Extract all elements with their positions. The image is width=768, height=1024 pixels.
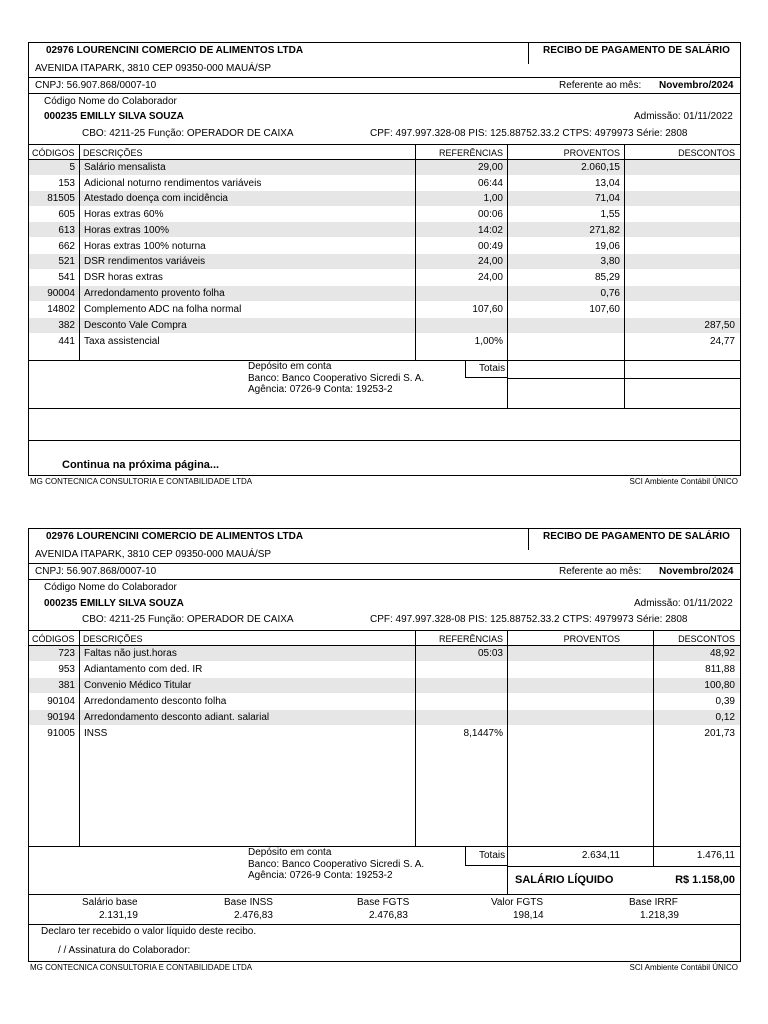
- base-label: Base INSS: [224, 897, 273, 908]
- reference-month: Novembro/2024: [659, 566, 734, 577]
- reference-label: Referente ao mês:: [559, 566, 642, 577]
- row-reference: 06:44: [477, 178, 503, 189]
- divider: [28, 93, 741, 94]
- row-code: 613: [58, 225, 75, 236]
- row-description: Horas extras 60%: [84, 209, 164, 220]
- column-line: [79, 144, 80, 360]
- row-code: 521: [58, 256, 75, 267]
- row-code: 441: [58, 336, 75, 347]
- row-reference: 00:06: [477, 209, 503, 220]
- row-earning: 107,60: [589, 304, 620, 315]
- base-value: 1.218,39: [640, 910, 679, 921]
- deposit-title: Depósito em conta: [248, 847, 332, 858]
- base-label: Valor FGTS: [491, 897, 544, 908]
- row-code: 953: [58, 664, 75, 675]
- continue-notice: Continua na próxima página...: [62, 459, 220, 471]
- row-description: Horas extras 100% noturna: [84, 241, 206, 252]
- row-reference: 24,00: [477, 272, 503, 283]
- row-description: Salário mensalista: [84, 162, 166, 173]
- admission-date: Admissão: 01/11/2022: [634, 111, 733, 122]
- base-value: 198,14: [513, 910, 544, 921]
- divider: [28, 579, 741, 580]
- divider: [28, 846, 741, 847]
- row-code: 153: [58, 178, 75, 189]
- col-header-codes: CÓDIGOS: [32, 634, 75, 644]
- employee-name: 000235 EMILLY SILVA SOUZA: [44, 598, 184, 609]
- row-earning: 0,76: [600, 288, 620, 299]
- signature-line: / / Assinatura do Colaborador:: [58, 945, 191, 956]
- divider: [508, 378, 741, 379]
- base-label: Base FGTS: [357, 897, 410, 908]
- receipt-title: RECIBO DE PAGAMENTO DE SALÁRIO: [543, 531, 730, 542]
- row-description: Arredondamento desconto folha: [84, 696, 227, 707]
- base-value: 2.131,19: [99, 910, 138, 921]
- row-description: DSR horas extras: [84, 272, 163, 283]
- company-cnpj: CNPJ: 56.907.868/0007-10: [35, 566, 157, 577]
- divider: [28, 144, 741, 145]
- row-earning: 71,04: [594, 193, 620, 204]
- col-header-descriptions: DESCRIÇÕES: [83, 148, 143, 158]
- base-value: 2.476,83: [234, 910, 273, 921]
- row-description: Horas extras 100%: [84, 225, 170, 236]
- employee-documents: CPF: 497.997.328-08 PIS: 125.88752.33.2 CTPS: 4979973 Série: 2808: [370, 614, 688, 625]
- receipt-declaration: Declaro ter recebido o valor líquido deste recibo.: [41, 926, 257, 937]
- totals-label: Totais: [479, 850, 506, 861]
- row-earning: 13,04: [594, 178, 620, 189]
- row-deduction: 0,39: [715, 696, 735, 707]
- row-reference: 1,00%: [474, 336, 503, 347]
- col-header-codes: CÓDIGOS: [32, 148, 75, 158]
- row-reference: 14:02: [477, 225, 503, 236]
- base-label: Salário base: [82, 897, 138, 908]
- cbo-function: CBO: 4211-25 Função: OPERADOR DE CAIXA: [82, 614, 294, 625]
- row-reference: 8,1447%: [463, 728, 503, 739]
- row-deduction: 287,50: [704, 320, 735, 331]
- col-header-deductions: DESCONTOS: [678, 634, 735, 644]
- row-description: Arredondamento provento folha: [84, 288, 225, 299]
- footer-accountant: MG CONTECNICA CONSULTORIA E CONTABILIDADE LTDA: [30, 477, 253, 486]
- deposit-title: Depósito em conta: [248, 361, 332, 372]
- row-code: 605: [58, 209, 75, 220]
- reference-month: Novembro/2024: [659, 80, 734, 91]
- divider: [28, 563, 741, 564]
- col-header-deductions: DESCONTOS: [678, 148, 735, 158]
- row-code: 90004: [47, 288, 75, 299]
- net-salary-value: R$ 1.158,00: [675, 874, 735, 886]
- employee-name: 000235 EMILLY SILVA SOUZA: [44, 111, 184, 122]
- row-deduction: 0,12: [715, 712, 735, 723]
- divider: [28, 77, 741, 78]
- total-deductions: 1.476,11: [696, 850, 735, 861]
- divider: [28, 360, 741, 361]
- row-code: 90194: [47, 712, 75, 723]
- footer-accountant: MG CONTECNICA CONSULTORIA E CONTABILIDADE LTDA: [30, 963, 253, 972]
- deposit-bank: Banco: Banco Cooperativo Sicredi S. A.: [248, 859, 425, 870]
- row-description: Complemento ADC na folha normal: [84, 304, 242, 315]
- cbo-function: CBO: 4211-25 Função: OPERADOR DE CAIXA: [82, 128, 294, 139]
- admission-date: Admissão: 01/11/2022: [634, 598, 733, 609]
- deposit-bank: Banco: Banco Cooperativo Sicredi S. A.: [248, 373, 425, 384]
- divider: [528, 528, 529, 550]
- divider: [28, 440, 741, 441]
- row-description: Adicional noturno rendimentos variáveis: [84, 178, 262, 189]
- deposit-agency: Agência: 0726-9 Conta: 19253-2: [248, 870, 393, 881]
- row-deduction: 201,73: [704, 728, 735, 739]
- row-deduction: 24,77: [709, 336, 735, 347]
- row-code: 90104: [47, 696, 75, 707]
- divider: [28, 630, 741, 631]
- column-line: [79, 630, 80, 846]
- divider: [528, 42, 529, 64]
- col-header-descriptions: DESCRIÇÕES: [83, 634, 143, 644]
- deposit-agency: Agência: 0726-9 Conta: 19253-2: [248, 384, 393, 395]
- company-address: AVENIDA ITAPARK, 3810 CEP 09350-000 MAUÁ/SP: [35, 549, 272, 560]
- row-description: Convenio Médico Titular: [84, 680, 192, 691]
- row-code: 381: [58, 680, 75, 691]
- company-name: 02976 LOURENCINI COMERCIO DE ALIMENTOS LTDA: [46, 45, 304, 56]
- row-reference: 107,60: [472, 304, 503, 315]
- row-description: Faltas não just.horas: [84, 648, 177, 659]
- row-reference: 00:49: [477, 241, 503, 252]
- row-description: Desconto Vale Compra: [84, 320, 187, 331]
- divider: [508, 866, 741, 867]
- footer-software: SCI Ambiente Contábil ÚNICO: [629, 477, 738, 486]
- column-line: [624, 144, 625, 408]
- row-description: Arredondamento desconto adiant. salarial: [84, 712, 270, 723]
- row-code: 81505: [47, 193, 75, 204]
- row-earning: 1,55: [600, 209, 620, 220]
- divider: [28, 408, 741, 409]
- employee-header: Código Nome do Colaborador: [44, 582, 177, 593]
- net-salary-label: SALÁRIO LÍQUIDO: [515, 874, 614, 886]
- company-name: 02976 LOURENCINI COMERCIO DE ALIMENTOS LTDA: [46, 531, 304, 542]
- divider: [28, 924, 741, 925]
- row-reference: 29,00: [477, 162, 503, 173]
- row-earning: 2.060,15: [581, 162, 620, 173]
- col-header-earnings: PROVENTOS: [563, 634, 620, 644]
- divider: [28, 894, 741, 895]
- row-code: 541: [58, 272, 75, 283]
- base-label: Base IRRF: [629, 897, 678, 908]
- row-deduction: 811,88: [705, 664, 735, 675]
- row-code: 91005: [47, 728, 75, 739]
- total-earnings: 2.634,11: [581, 850, 620, 861]
- col-header-references: REFERÊNCIAS: [438, 148, 503, 158]
- row-earning: 19,06: [594, 241, 620, 252]
- row-earning: 271,82: [589, 225, 620, 236]
- row-description: INSS: [84, 728, 108, 739]
- row-reference: 1,00: [483, 193, 503, 204]
- reference-label: Referente ao mês:: [559, 80, 642, 91]
- col-header-earnings: PROVENTOS: [563, 148, 620, 158]
- footer-software: SCI Ambiente Contábil ÚNICO: [629, 963, 738, 972]
- row-description: Taxa assistencial: [84, 336, 160, 347]
- row-reference: 24,00: [477, 256, 503, 267]
- row-description: DSR rendimentos variáveis: [84, 256, 206, 267]
- base-value: 2.476,83: [369, 910, 408, 921]
- row-deduction: 48,92: [709, 648, 735, 659]
- row-deduction: 100,80: [704, 680, 735, 691]
- row-code: 382: [58, 320, 75, 331]
- row-earning: 3,80: [600, 256, 620, 267]
- row-code: 14802: [47, 304, 75, 315]
- row-code: 5: [69, 162, 75, 173]
- row-code: 723: [58, 648, 75, 659]
- row-earning: 85,29: [594, 272, 620, 283]
- row-description: Adiantamento com ded. IR: [84, 664, 203, 675]
- employee-header: Código Nome do Colaborador: [44, 96, 177, 107]
- row-code: 662: [58, 241, 75, 252]
- row-reference: 05:03: [477, 648, 503, 659]
- company-address: AVENIDA ITAPARK, 3810 CEP 09350-000 MAUÁ/SP: [35, 63, 272, 74]
- receipt-title: RECIBO DE PAGAMENTO DE SALÁRIO: [543, 45, 730, 56]
- col-header-references: REFERÊNCIAS: [438, 634, 503, 644]
- totals-label: Totais: [479, 363, 506, 374]
- row-description: Atestado doença com incidência: [84, 193, 228, 204]
- employee-documents: CPF: 497.997.328-08 PIS: 125.88752.33.2 CTPS: 4979973 Série: 2808: [370, 128, 688, 139]
- company-cnpj: CNPJ: 56.907.868/0007-10: [35, 80, 157, 91]
